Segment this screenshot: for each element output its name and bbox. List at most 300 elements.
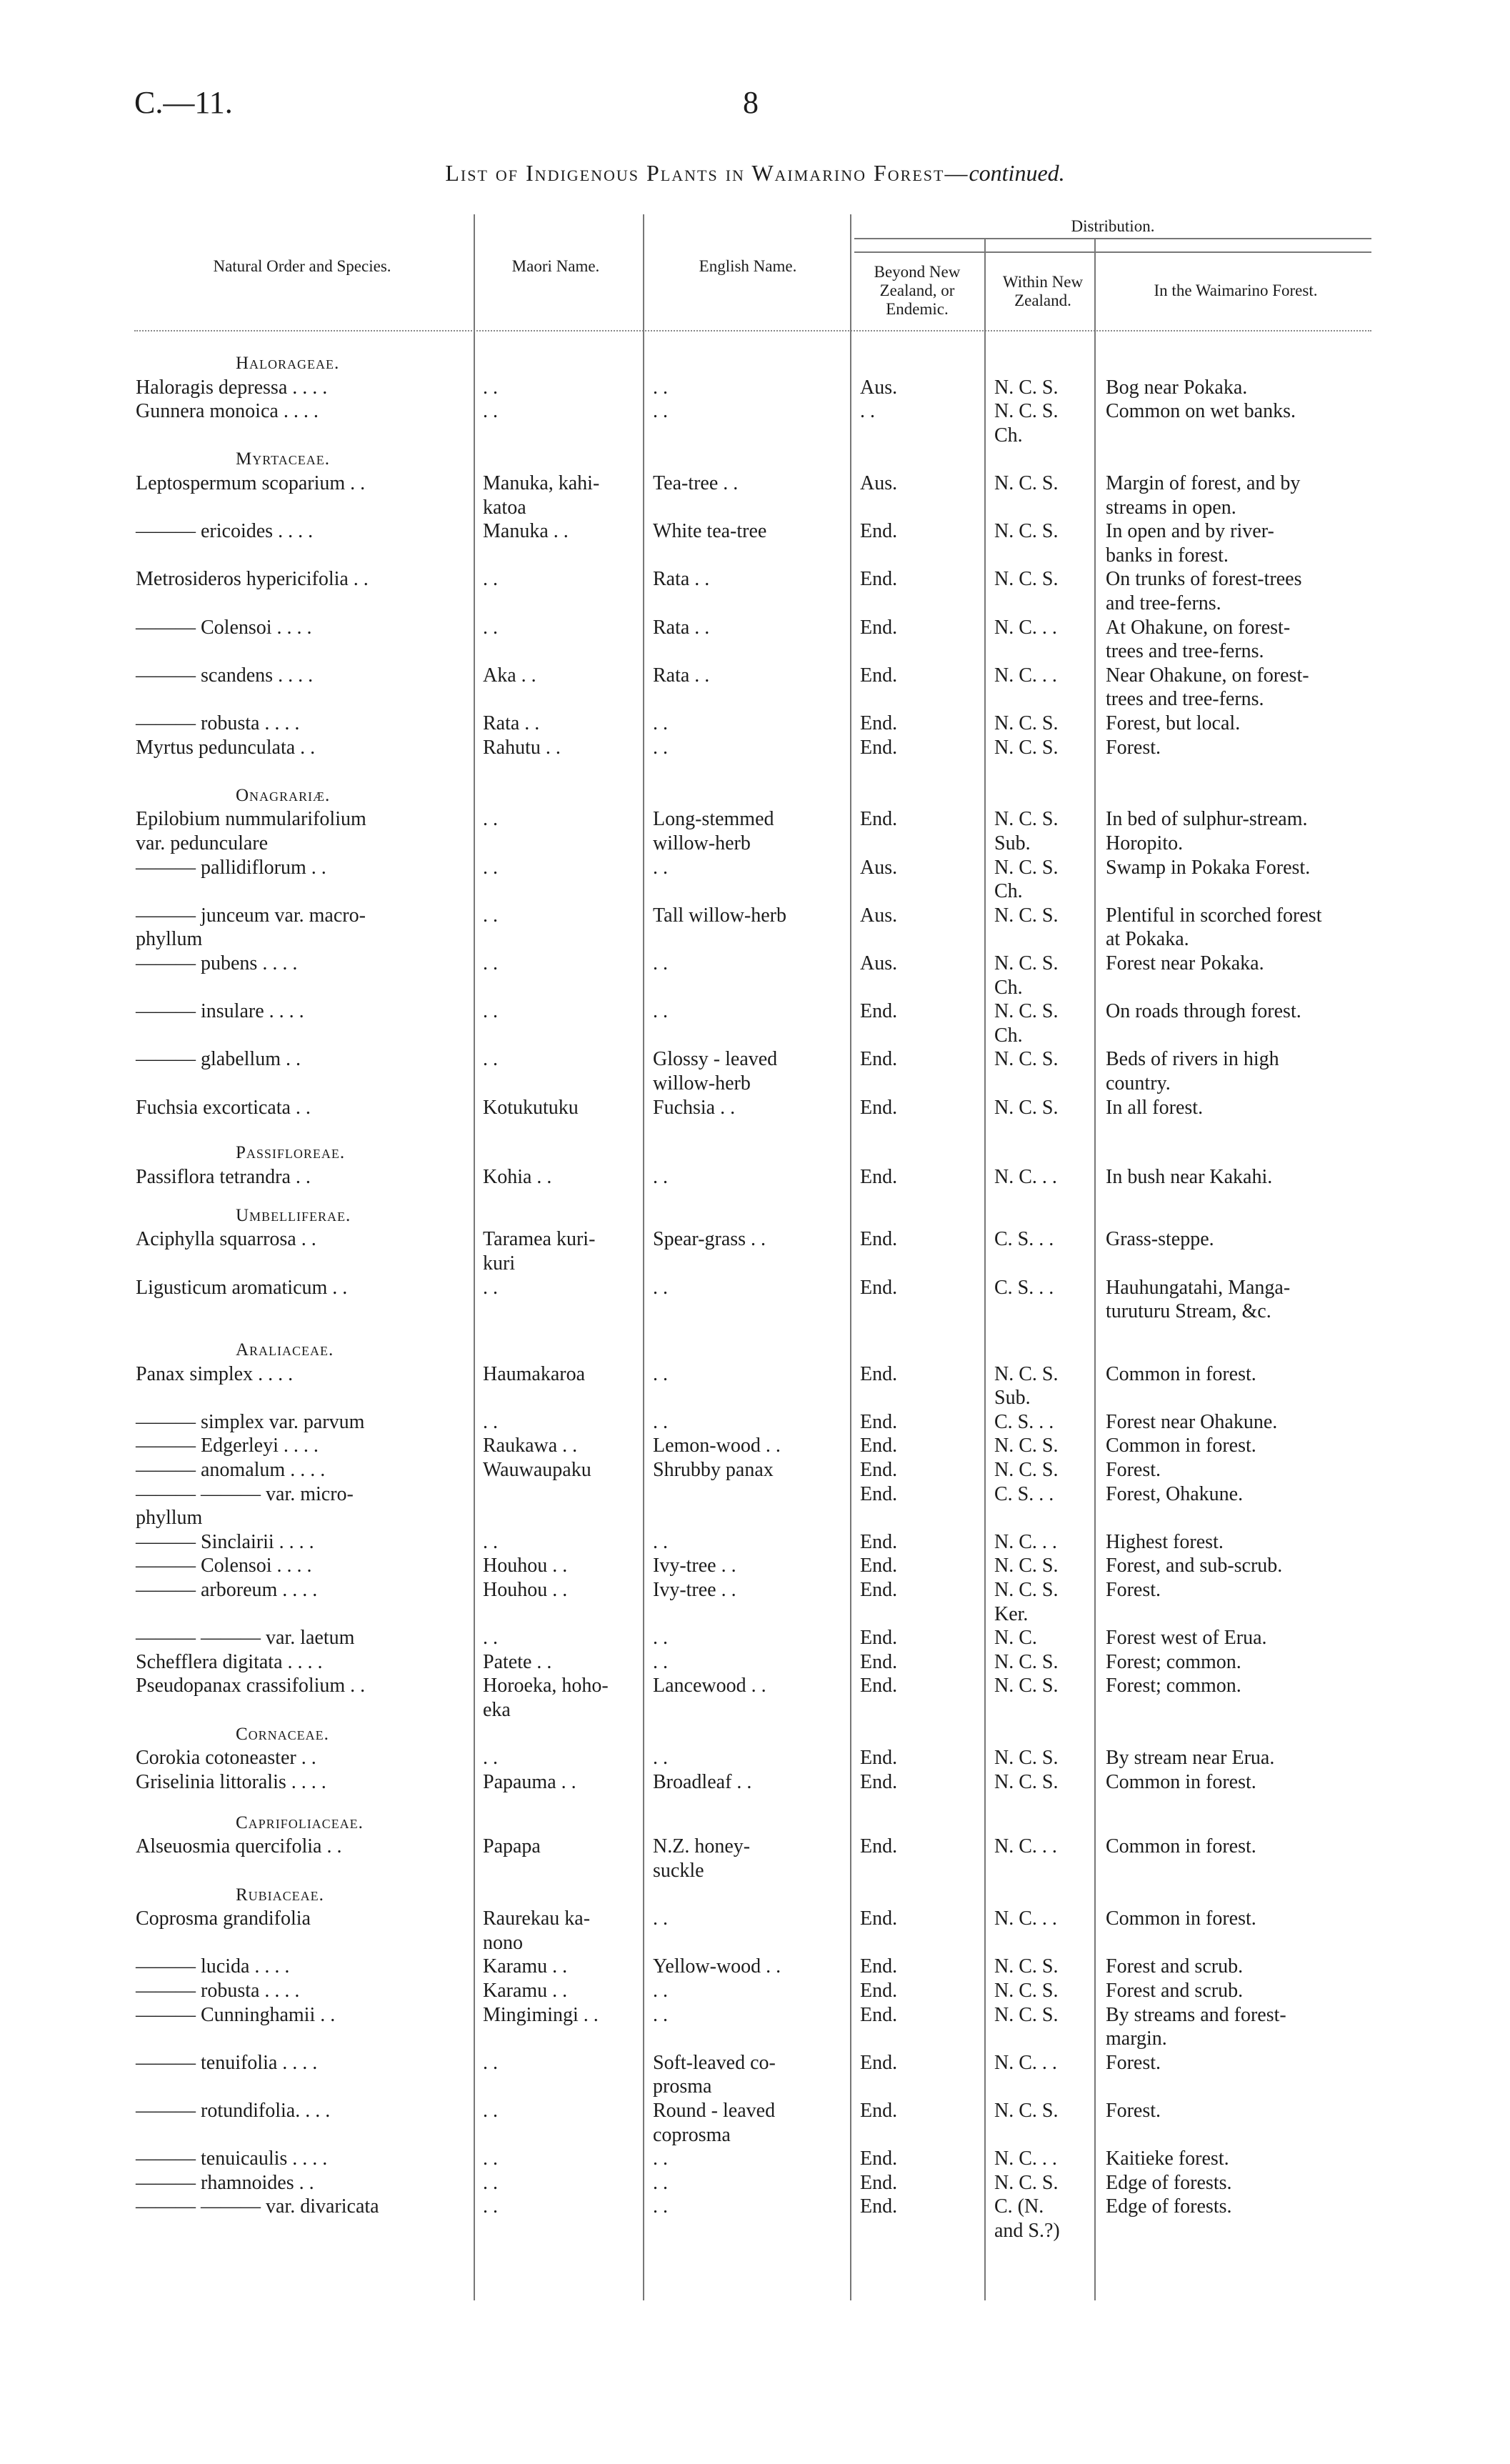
cell-within: N. C. S. bbox=[994, 376, 1059, 399]
cell-species: ——— tenuifolia . . . . bbox=[136, 2052, 318, 2074]
cell-forest: Forest, but local. bbox=[1106, 712, 1241, 734]
cell-maori: eka bbox=[483, 1699, 511, 1721]
cell-beyond: . . bbox=[860, 400, 875, 422]
cell-within: N. C. S. bbox=[994, 1555, 1059, 1577]
cell-forest: at Pokaka. bbox=[1106, 928, 1189, 950]
cell-within: N. C. . . bbox=[994, 617, 1057, 639]
cell-beyond: End. bbox=[860, 568, 898, 590]
cell-maori: . . bbox=[483, 2195, 498, 2218]
cell-within: N. C. . . bbox=[994, 664, 1057, 687]
cell-forest: Forest. bbox=[1106, 2100, 1161, 2122]
cell-beyond: End. bbox=[860, 1459, 898, 1481]
cell-forest: Common in forest. bbox=[1106, 1363, 1256, 1385]
cell-within: Ch. bbox=[994, 880, 1023, 902]
cell-maori: . . bbox=[483, 857, 498, 879]
cell-within: and S.?) bbox=[994, 2220, 1060, 2242]
cell-english: . . bbox=[653, 1363, 668, 1385]
cell-beyond: Aus. bbox=[860, 472, 898, 494]
col-head-maori: Maori Name. bbox=[511, 257, 600, 275]
cell-beyond: End. bbox=[860, 1166, 898, 1188]
cell-species: Metrosideros hypericifolia . . bbox=[136, 568, 369, 590]
cell-beyond: End. bbox=[860, 1531, 898, 1553]
col-head-beyond: Beyond New Zealand, or Endemic. bbox=[874, 263, 961, 318]
cell-species: ——— Cunninghamii . . bbox=[136, 2004, 336, 2026]
cell-forest: Forest; common. bbox=[1106, 1675, 1241, 1697]
cell-species: Ligusticum aromaticum . . bbox=[136, 1277, 348, 1299]
cell-maori: Rata . . bbox=[483, 712, 540, 734]
cell-within: N. C. S. bbox=[994, 1747, 1059, 1769]
cell-english: Round - leaved bbox=[653, 2100, 776, 2122]
cell-english: Soft-leaved co- bbox=[653, 2052, 776, 2074]
cell-beyond: End. bbox=[860, 1097, 898, 1119]
cell-english: . . bbox=[653, 1277, 668, 1299]
cell-forest: turuturu Stream, &c. bbox=[1106, 1300, 1271, 1322]
cell-species: Coprosma grandifolia bbox=[136, 1907, 311, 1930]
cell-maori: Papapa bbox=[483, 1835, 541, 1857]
family-heading: Caprifoliaceae. bbox=[236, 1813, 364, 1832]
cell-within: N. C. S. bbox=[994, 400, 1059, 422]
cell-maori: Papauma . . bbox=[483, 1771, 576, 1793]
cell-maori: Patete . . bbox=[483, 1651, 552, 1673]
cell-maori: . . bbox=[483, 1531, 498, 1553]
cell-forest: trees and tree-ferns. bbox=[1106, 640, 1264, 662]
cell-forest: In open and by river- bbox=[1106, 520, 1274, 542]
cell-species: ——— glabellum . . bbox=[136, 1048, 301, 1070]
cell-english: . . bbox=[653, 1747, 668, 1769]
cell-within: C. S. . . bbox=[994, 1411, 1054, 1433]
cell-english: . . bbox=[653, 1166, 668, 1188]
cell-forest: Hauhungatahi, Manga- bbox=[1106, 1277, 1291, 1299]
cell-species: Myrtus pedunculata . . bbox=[136, 737, 316, 759]
family-heading: Myrtaceae. bbox=[236, 449, 330, 469]
cell-beyond: Aus. bbox=[860, 952, 898, 974]
cell-maori: katoa bbox=[483, 497, 526, 519]
cell-forest: Common in forest. bbox=[1106, 1435, 1256, 1457]
cell-within: N. C. S. bbox=[994, 1363, 1059, 1385]
cell-forest: Swamp in Pokaka Forest. bbox=[1106, 857, 1311, 879]
cell-within: N. C. S. bbox=[994, 1955, 1059, 1977]
cell-beyond: Aus. bbox=[860, 904, 898, 927]
cell-forest: trees and tree-ferns. bbox=[1106, 688, 1264, 710]
cell-within: N. C. S. bbox=[994, 2004, 1059, 2026]
cell-beyond: End. bbox=[860, 1907, 898, 1930]
cell-english: Ivy-tree . . bbox=[653, 1579, 736, 1601]
cell-beyond: End. bbox=[860, 1651, 898, 1673]
cell-beyond: End. bbox=[860, 1675, 898, 1697]
cell-beyond: End. bbox=[860, 1771, 898, 1793]
cell-forest: Common in forest. bbox=[1106, 1835, 1256, 1857]
cell-english: . . bbox=[653, 2004, 668, 2026]
cell-maori: . . bbox=[483, 617, 498, 639]
cell-maori: Kotukutuku bbox=[483, 1097, 579, 1119]
cell-forest: Edge of forests. bbox=[1106, 2172, 1232, 2194]
cell-forest: At Ohakune, on forest- bbox=[1106, 617, 1291, 639]
cell-within: N. C. . . bbox=[994, 1531, 1057, 1553]
cell-within: Ker. bbox=[994, 1603, 1029, 1625]
cell-beyond: End. bbox=[860, 1955, 898, 1977]
cell-maori: Karamu . . bbox=[483, 1980, 568, 2002]
cell-english: suckle bbox=[653, 1860, 704, 1882]
cell-species: ——— Colensoi . . . . bbox=[136, 617, 312, 639]
cell-english: . . bbox=[653, 857, 668, 879]
cell-maori: Houhou . . bbox=[483, 1555, 568, 1577]
cell-within: C. (N. bbox=[994, 2195, 1044, 2218]
cell-forest: On trunks of forest-trees bbox=[1106, 568, 1302, 590]
cell-species: ——— lucida . . . . bbox=[136, 1955, 290, 1977]
cell-english: . . bbox=[653, 400, 668, 422]
cell-beyond: End. bbox=[860, 664, 898, 687]
cell-species: ——— rotundifolia. . . . bbox=[136, 2100, 331, 2122]
cell-within: N. C. S. bbox=[994, 1435, 1059, 1457]
cell-within: Sub. bbox=[994, 832, 1031, 854]
cell-species: phyllum bbox=[136, 1507, 203, 1529]
cell-beyond: End. bbox=[860, 2004, 898, 2026]
family-heading: Halorageae. bbox=[236, 354, 340, 373]
cell-beyond: End. bbox=[860, 1000, 898, 1022]
cell-species: ——— robusta . . . . bbox=[136, 712, 300, 734]
cell-english: . . bbox=[653, 1627, 668, 1649]
page-number: 8 bbox=[743, 85, 759, 120]
cell-species: Aciphylla squarrosa . . bbox=[136, 1228, 316, 1250]
cell-beyond: End. bbox=[860, 617, 898, 639]
cell-english: Rata . . bbox=[653, 568, 710, 590]
cell-species: ——— ericoides . . . . bbox=[136, 520, 314, 542]
family-heading: Passifloreae. bbox=[236, 1143, 346, 1162]
cell-english: N.Z. honey- bbox=[653, 1835, 751, 1857]
cell-species: ——— anomalum . . . . bbox=[136, 1459, 326, 1481]
cell-beyond: End. bbox=[860, 1228, 898, 1250]
col-head-distribution: Distribution. bbox=[1071, 217, 1155, 235]
cell-english: . . bbox=[653, 1980, 668, 2002]
cell-maori: . . bbox=[483, 1277, 498, 1299]
cell-maori: kuri bbox=[483, 1252, 516, 1275]
cell-maori: . . bbox=[483, 1000, 498, 1022]
cell-species: ——— scandens . . . . bbox=[136, 664, 314, 687]
cell-forest: Kaitieke forest. bbox=[1106, 2148, 1229, 2170]
cell-forest: Common on wet banks. bbox=[1106, 400, 1296, 422]
cell-species: ——— insulare . . . . bbox=[136, 1000, 304, 1022]
cell-english: Lemon-wood . . bbox=[653, 1435, 781, 1457]
cell-english: Lancewood . . bbox=[653, 1675, 766, 1697]
cell-beyond: End. bbox=[860, 737, 898, 759]
cell-species: ——— junceum var. macro- bbox=[136, 904, 366, 927]
cell-forest: Grass-steppe. bbox=[1106, 1228, 1214, 1250]
cell-maori: . . bbox=[483, 1048, 498, 1070]
cell-beyond: End. bbox=[860, 2100, 898, 2122]
cell-maori: Taramea kuri- bbox=[483, 1228, 596, 1250]
cell-beyond: End. bbox=[860, 808, 898, 830]
cell-forest: In bush near Kakahi. bbox=[1106, 1166, 1273, 1188]
cell-species: phyllum bbox=[136, 928, 203, 950]
cell-within: N. C. S. bbox=[994, 1651, 1059, 1673]
cell-beyond: End. bbox=[860, 1747, 898, 1769]
cell-within: Ch. bbox=[994, 1024, 1023, 1047]
cell-beyond: End. bbox=[860, 2195, 898, 2218]
cell-forest: Forest. bbox=[1106, 737, 1161, 759]
cell-maori: . . bbox=[483, 1747, 498, 1769]
cell-within: N. C. . . bbox=[994, 1907, 1057, 1930]
cell-species: Corokia cotoneaster . . bbox=[136, 1747, 316, 1769]
cell-forest: Forest near Ohakune. bbox=[1106, 1411, 1278, 1433]
cell-species: Griselinia littoralis . . . . bbox=[136, 1771, 326, 1793]
cell-within: N. C. bbox=[994, 1627, 1037, 1649]
cell-english: . . bbox=[653, 376, 668, 399]
cell-within: N. C. S. bbox=[994, 712, 1059, 734]
cell-english: Glossy - leaved bbox=[653, 1048, 778, 1070]
cell-forest: By streams and forest- bbox=[1106, 2004, 1286, 2026]
cell-species: ——— robusta . . . . bbox=[136, 1980, 300, 2002]
cell-english: willow-herb bbox=[653, 1072, 751, 1094]
cell-beyond: End. bbox=[860, 2148, 898, 2170]
cell-forest: Forest and scrub. bbox=[1106, 1955, 1244, 1977]
cell-within: N. C. S. bbox=[994, 520, 1059, 542]
cell-within: N. C. . . bbox=[994, 1835, 1057, 1857]
cell-beyond: Aus. bbox=[860, 857, 898, 879]
cell-species: ——— rhamnoides . . bbox=[136, 2172, 314, 2194]
cell-forest: Forest near Pokaka. bbox=[1106, 952, 1264, 974]
cell-maori: nono bbox=[483, 1932, 523, 1954]
cell-maori: . . bbox=[483, 568, 498, 590]
cell-forest: By stream near Erua. bbox=[1106, 1747, 1275, 1769]
cell-beyond: End. bbox=[860, 520, 898, 542]
cell-english: . . bbox=[653, 1000, 668, 1022]
cell-maori: Karamu . . bbox=[483, 1955, 568, 1977]
cell-forest: and tree-ferns. bbox=[1106, 592, 1221, 614]
cell-within: N. C. S. bbox=[994, 472, 1059, 494]
cell-within: Ch. bbox=[994, 424, 1023, 447]
cell-beyond: End. bbox=[860, 1980, 898, 2002]
family-heading: Araliaceae. bbox=[236, 1340, 334, 1360]
cell-maori: . . bbox=[483, 952, 498, 974]
cell-english: Broadleaf . . bbox=[653, 1771, 752, 1793]
cell-english: Rata . . bbox=[653, 617, 710, 639]
cell-species: Pseudopanax crassifolium . . bbox=[136, 1675, 366, 1697]
cell-forest: Near Ohakune, on forest- bbox=[1106, 664, 1309, 687]
cell-forest: Highest forest. bbox=[1106, 1531, 1224, 1553]
cell-within: N. C. S. bbox=[994, 952, 1059, 974]
cell-species: Schefflera digitata . . . . bbox=[136, 1651, 323, 1673]
cell-maori: . . bbox=[483, 376, 498, 399]
cell-english: Shrubby panax bbox=[653, 1459, 774, 1481]
cell-maori: . . bbox=[483, 2148, 498, 2170]
cell-forest: Forest west of Erua. bbox=[1106, 1627, 1267, 1649]
family-heading: Umbelliferae. bbox=[236, 1206, 351, 1225]
cell-english: . . bbox=[653, 1411, 668, 1433]
cell-within: N. C. S. bbox=[994, 1459, 1059, 1481]
cell-within: N. C. S. bbox=[994, 808, 1059, 830]
cell-forest: Horopito. bbox=[1106, 832, 1184, 854]
cell-english: . . bbox=[653, 2195, 668, 2218]
cell-maori: . . bbox=[483, 2172, 498, 2194]
cell-within: N. C. S. bbox=[994, 2172, 1059, 2194]
cell-maori: Horoeka, hoho- bbox=[483, 1675, 609, 1697]
cell-species: Haloragis depressa . . . . bbox=[136, 376, 328, 399]
cell-species: var. pedunculare bbox=[136, 832, 269, 854]
cell-beyond: End. bbox=[860, 1435, 898, 1457]
cell-english: Tea-tree . . bbox=[653, 472, 739, 494]
cell-within: Ch. bbox=[994, 977, 1023, 999]
cell-english: . . bbox=[653, 952, 668, 974]
cell-maori: Raukawa . . bbox=[483, 1435, 578, 1457]
cell-forest: Forest and scrub. bbox=[1106, 1980, 1244, 2002]
cell-within: N. C. S. bbox=[994, 1097, 1059, 1119]
cell-species: ——— tenuicaulis . . . . bbox=[136, 2148, 328, 2170]
cell-forest: On roads through forest. bbox=[1106, 1000, 1301, 1022]
cell-english: Tall willow-herb bbox=[653, 904, 786, 927]
cell-maori: Wauwaupaku bbox=[483, 1459, 591, 1481]
cell-within: N. C. S. bbox=[994, 904, 1059, 927]
cell-species: ——— Edgerleyi . . . . bbox=[136, 1435, 319, 1457]
cell-beyond: End. bbox=[860, 2172, 898, 2194]
cell-within: C. S. . . bbox=[994, 1277, 1054, 1299]
cell-species: ——— ——— var. micro- bbox=[136, 1483, 354, 1505]
cell-forest: banks in forest. bbox=[1106, 544, 1229, 567]
col-head-forest: In the Waimarino Forest. bbox=[1154, 281, 1318, 299]
cell-forest: Margin of forest, and by bbox=[1106, 472, 1301, 494]
cell-within: N. C. S. bbox=[994, 1980, 1059, 2002]
cell-english: Yellow-wood . . bbox=[653, 1955, 781, 1977]
family-heading: Cornaceae. bbox=[236, 1725, 329, 1744]
cell-maori: Rahutu . . bbox=[483, 737, 561, 759]
cell-within: N. C. S. bbox=[994, 1000, 1059, 1022]
cell-maori: Raurekau ka- bbox=[483, 1907, 591, 1930]
cell-maori: Kohia . . bbox=[483, 1166, 552, 1188]
cell-forest: Beds of rivers in high bbox=[1106, 1048, 1279, 1070]
cell-english: Fuchsia . . bbox=[653, 1097, 736, 1119]
cell-maori: . . bbox=[483, 2100, 498, 2122]
page-ref: C.—11. bbox=[134, 85, 233, 120]
cell-within: N. C. S. bbox=[994, 737, 1059, 759]
col-head-within: Within New Zealand. bbox=[1002, 273, 1084, 309]
cell-beyond: End. bbox=[860, 1835, 898, 1857]
cell-english: . . bbox=[653, 2148, 668, 2170]
cell-maori: Manuka, kahi- bbox=[483, 472, 600, 494]
cell-beyond: End. bbox=[860, 1411, 898, 1433]
col-head-species: Natural Order and Species. bbox=[213, 257, 391, 275]
cell-species: Leptospermum scoparium . . bbox=[136, 472, 366, 494]
cell-maori: . . bbox=[483, 1411, 498, 1433]
cell-beyond: End. bbox=[860, 1555, 898, 1577]
cell-forest: Forest. bbox=[1106, 2052, 1161, 2074]
cell-forest: Forest. bbox=[1106, 1459, 1161, 1481]
cell-within: N. C. . . bbox=[994, 2052, 1057, 2074]
cell-species: ——— Colensoi . . . . bbox=[136, 1555, 312, 1577]
cell-species: Fuchsia excorticata . . bbox=[136, 1097, 311, 1119]
cell-maori: . . bbox=[483, 400, 498, 422]
cell-beyond: Aus. bbox=[860, 376, 898, 399]
cell-species: Alseuosmia quercifolia . . bbox=[136, 1835, 342, 1857]
cell-beyond: End. bbox=[860, 2052, 898, 2074]
cell-english: Long-stemmed bbox=[653, 808, 774, 830]
cell-species: Gunnera monoica . . . . bbox=[136, 400, 319, 422]
cell-species: Epilobium nummularifolium bbox=[136, 808, 366, 830]
cell-forest: Bog near Pokaka. bbox=[1106, 376, 1248, 399]
cell-within: N. C. S. bbox=[994, 568, 1059, 590]
cell-species: ——— simplex var. parvum bbox=[136, 1411, 365, 1433]
cell-maori: Aka . . bbox=[483, 664, 536, 687]
cell-within: N. C. . . bbox=[994, 1166, 1057, 1188]
cell-english: Rata . . bbox=[653, 664, 710, 687]
cell-forest: In all forest. bbox=[1106, 1097, 1204, 1119]
cell-maori: Houhou . . bbox=[483, 1579, 568, 1601]
cell-within: C. S. . . bbox=[994, 1483, 1054, 1505]
cell-maori: Manuka . . bbox=[483, 520, 569, 542]
cell-within: C. S. . . bbox=[994, 1228, 1054, 1250]
cell-english: willow-herb bbox=[653, 832, 751, 854]
cell-within: N. C. S. bbox=[994, 1048, 1059, 1070]
cell-maori: . . bbox=[483, 1627, 498, 1649]
cell-english: White tea-tree bbox=[653, 520, 767, 542]
cell-within: N. C. S. bbox=[994, 1675, 1059, 1697]
cell-species: ——— arboreum . . . . bbox=[136, 1579, 318, 1601]
cell-beyond: End. bbox=[860, 1048, 898, 1070]
cell-maori: . . bbox=[483, 904, 498, 927]
cell-english: . . bbox=[653, 737, 668, 759]
cell-beyond: End. bbox=[860, 712, 898, 734]
title-continued: continued. bbox=[969, 160, 1065, 186]
cell-species: Passiflora tetrandra . . bbox=[136, 1166, 311, 1188]
cell-within: N. C. S. bbox=[994, 1579, 1059, 1601]
cell-forest: In bed of sulphur-stream. bbox=[1106, 808, 1308, 830]
family-heading: Onagrariæ. bbox=[236, 786, 331, 805]
cell-english: . . bbox=[653, 712, 668, 734]
cell-forest: Forest, and sub-scrub. bbox=[1106, 1555, 1283, 1577]
family-heading: Rubiaceae. bbox=[236, 1885, 324, 1905]
cell-within: Sub. bbox=[994, 1387, 1031, 1409]
cell-forest: Forest; common. bbox=[1106, 1651, 1241, 1673]
cell-beyond: End. bbox=[860, 1627, 898, 1649]
col-head-english: English Name. bbox=[699, 257, 797, 275]
cell-beyond: End. bbox=[860, 1483, 898, 1505]
cell-forest: Forest. bbox=[1106, 1579, 1161, 1601]
cell-beyond: End. bbox=[860, 1579, 898, 1601]
cell-within: N. C. S. bbox=[994, 857, 1059, 879]
cell-maori: Haumakaroa bbox=[483, 1363, 586, 1385]
cell-forest: Forest, Ohakune. bbox=[1106, 1483, 1244, 1505]
cell-english: . . bbox=[653, 2172, 668, 2194]
cell-species: Panax simplex . . . . bbox=[136, 1363, 294, 1385]
cell-forest: streams in open. bbox=[1106, 497, 1236, 519]
cell-english: Ivy-tree . . bbox=[653, 1555, 736, 1577]
cell-species: ——— pallidiflorum . . bbox=[136, 857, 326, 879]
cell-beyond: End. bbox=[860, 1277, 898, 1299]
cell-english: coprosma bbox=[653, 2124, 731, 2146]
cell-within: N. C. S. bbox=[994, 2100, 1059, 2122]
cell-species: ——— ——— var. divaricata bbox=[136, 2195, 379, 2218]
cell-forest: margin. bbox=[1106, 2027, 1167, 2050]
title-main: List of Indigenous Plants in Waimarino Forest— bbox=[445, 160, 969, 186]
cell-maori: Mingimingi . . bbox=[483, 2004, 599, 2026]
cell-species: ——— pubens . . . . bbox=[136, 952, 298, 974]
cell-english: . . bbox=[653, 1907, 668, 1930]
cell-within: N. C. . . bbox=[994, 2148, 1057, 2170]
cell-english: prosma bbox=[653, 2075, 712, 2098]
cell-species: ——— Sinclairii . . . . bbox=[136, 1531, 314, 1553]
cell-forest: Edge of forests. bbox=[1106, 2195, 1232, 2218]
cell-within: N. C. S. bbox=[994, 1771, 1059, 1793]
cell-english: Spear-grass . . bbox=[653, 1228, 766, 1250]
cell-english: . . bbox=[653, 1531, 668, 1553]
cell-forest: Common in forest. bbox=[1106, 1771, 1256, 1793]
cell-forest: Plentiful in scorched forest bbox=[1106, 904, 1322, 927]
cell-maori: . . bbox=[483, 2052, 498, 2074]
cell-species: ——— ——— var. laetum bbox=[136, 1627, 355, 1649]
cell-english: . . bbox=[653, 1651, 668, 1673]
cell-forest: country. bbox=[1106, 1072, 1171, 1094]
cell-forest: Common in forest. bbox=[1106, 1907, 1256, 1930]
cell-beyond: End. bbox=[860, 1363, 898, 1385]
cell-maori: . . bbox=[483, 808, 498, 830]
